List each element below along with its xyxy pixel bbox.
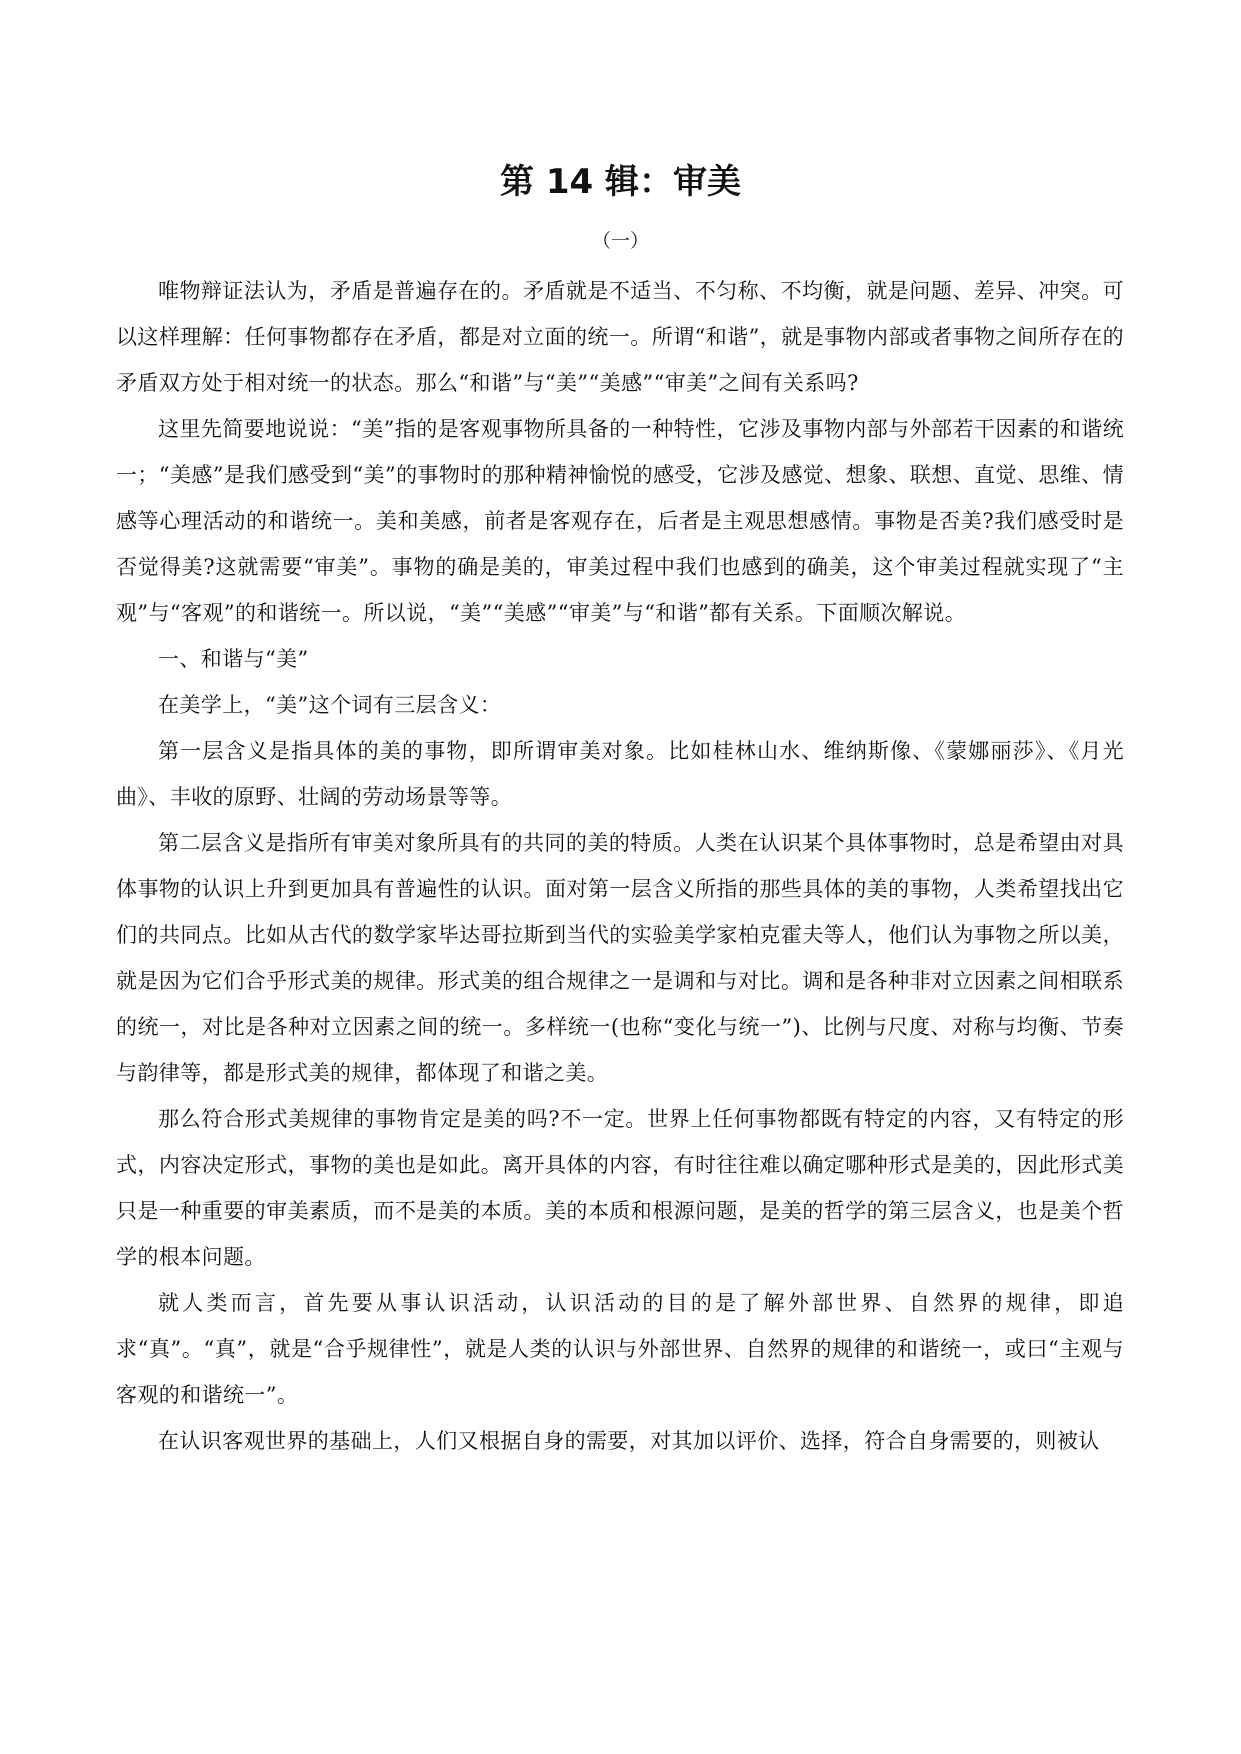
section-heading: 一、和谐与“美”: [158, 647, 309, 671]
paragraph-8: 在认识客观世界的基础上，人们又根据自身的需要，对其加以评价、选择，符合自身需要的，则被认: [158, 1429, 1100, 1453]
page-title: 第 14 辑：审美: [500, 162, 741, 202]
paragraph-7: 就人类而言，首先要从事认识活动，认识活动的目的是了解外部世界、自然界的规律，即追求“真”。“真”，就是“合乎规律性”，就是人类的认识与外部世界、自然界的规律的和谐统一，或曰“主观与客观的和谐统一”。: [116, 1291, 1124, 1407]
paragraph-6: 那么符合形式美规律的事物肯定是美的吗?不一定。世界上任何事物都既有特定的内容，又有特定的形式，内容决定形式，事物的美也是如此。离开具体的内容，有时往往难以确定哪种形式是美的，因此形式美只是一种重要的审美素质，而不是美的本质。美的本质和根源问题，是美的哲学的第三层含义，也是美个哲学的根本问题。: [116, 1107, 1124, 1269]
section-subtitle: （一）: [591, 230, 649, 252]
paragraph-2: 这里先简要地说说：“美”指的是客观事物所具备的一种特性，它涉及事物内部与外部若干因素的和谐统一；“美感”是我们感受到“美”的事物时的那种精神愉悦的感受，它涉及感觉、想象、联想、直觉、思维、情感等心理活动的和谐统一。美和美感，前者是客观存在，后者是主观思想感情。事物是否美?我们感受时是否觉得美?这就需要“审美”。事物的确是美的，审美过程中我们也感到的确美，这个审美过程就实现了“主观”与“客观”的和谐统一。所以说，“美”“美感”“审美”与“和谐”都有关系。下面顺次解说。: [116, 417, 1124, 625]
paragraph-4: 第一层含义是指具体的美的事物，即所谓审美对象。比如桂林山水、维纳斯像、《蒙娜丽莎》、《月光曲》、丰收的原野、壮阔的劳动场景等等。: [116, 739, 1124, 809]
paragraph-3: 在美学上，“美”这个词有三层含义：: [158, 693, 502, 717]
paragraph-1: 唯物辩证法认为，矛盾是普遍存在的。矛盾就是不适当、不匀称、不均衡，就是问题、差异、冲突。可以这样理解：任何事物都存在矛盾，都是对立面的统一。所谓“和谐”，就是事物内部或者事物之间所存在的矛盾双方处于相对统一的状态。那么“和谐”与“美”“美感”“审美”之间有关系吗?: [116, 279, 1124, 395]
body-text: [116, 268, 1124, 1464]
paragraph-5: 第二层含义是指所有审美对象所具有的共同的美的特质。人类在认识某个具体事物时，总是希望由对具体事物的认识上升到更加具有普遍性的认识。面对第一层含义所指的那些具体的美的事物，人类希望找出它们的共同点。比如从古代的数学家毕达哥拉斯到当代的实验美学家柏克霍夫等人，他们认为事物之所以美，就是因为它们合乎形式美的规律。形式美的组合规律之一是调和与对比。调和是各种非对立因素之间相联系的统一，对比是各种对立因素之间的统一。多样统一(也称“变化与统一”)、比例与尺度、对称与均衡、节奏与韵律等，都是形式美的规律，都体现了和谐之美。: [116, 831, 1124, 1085]
